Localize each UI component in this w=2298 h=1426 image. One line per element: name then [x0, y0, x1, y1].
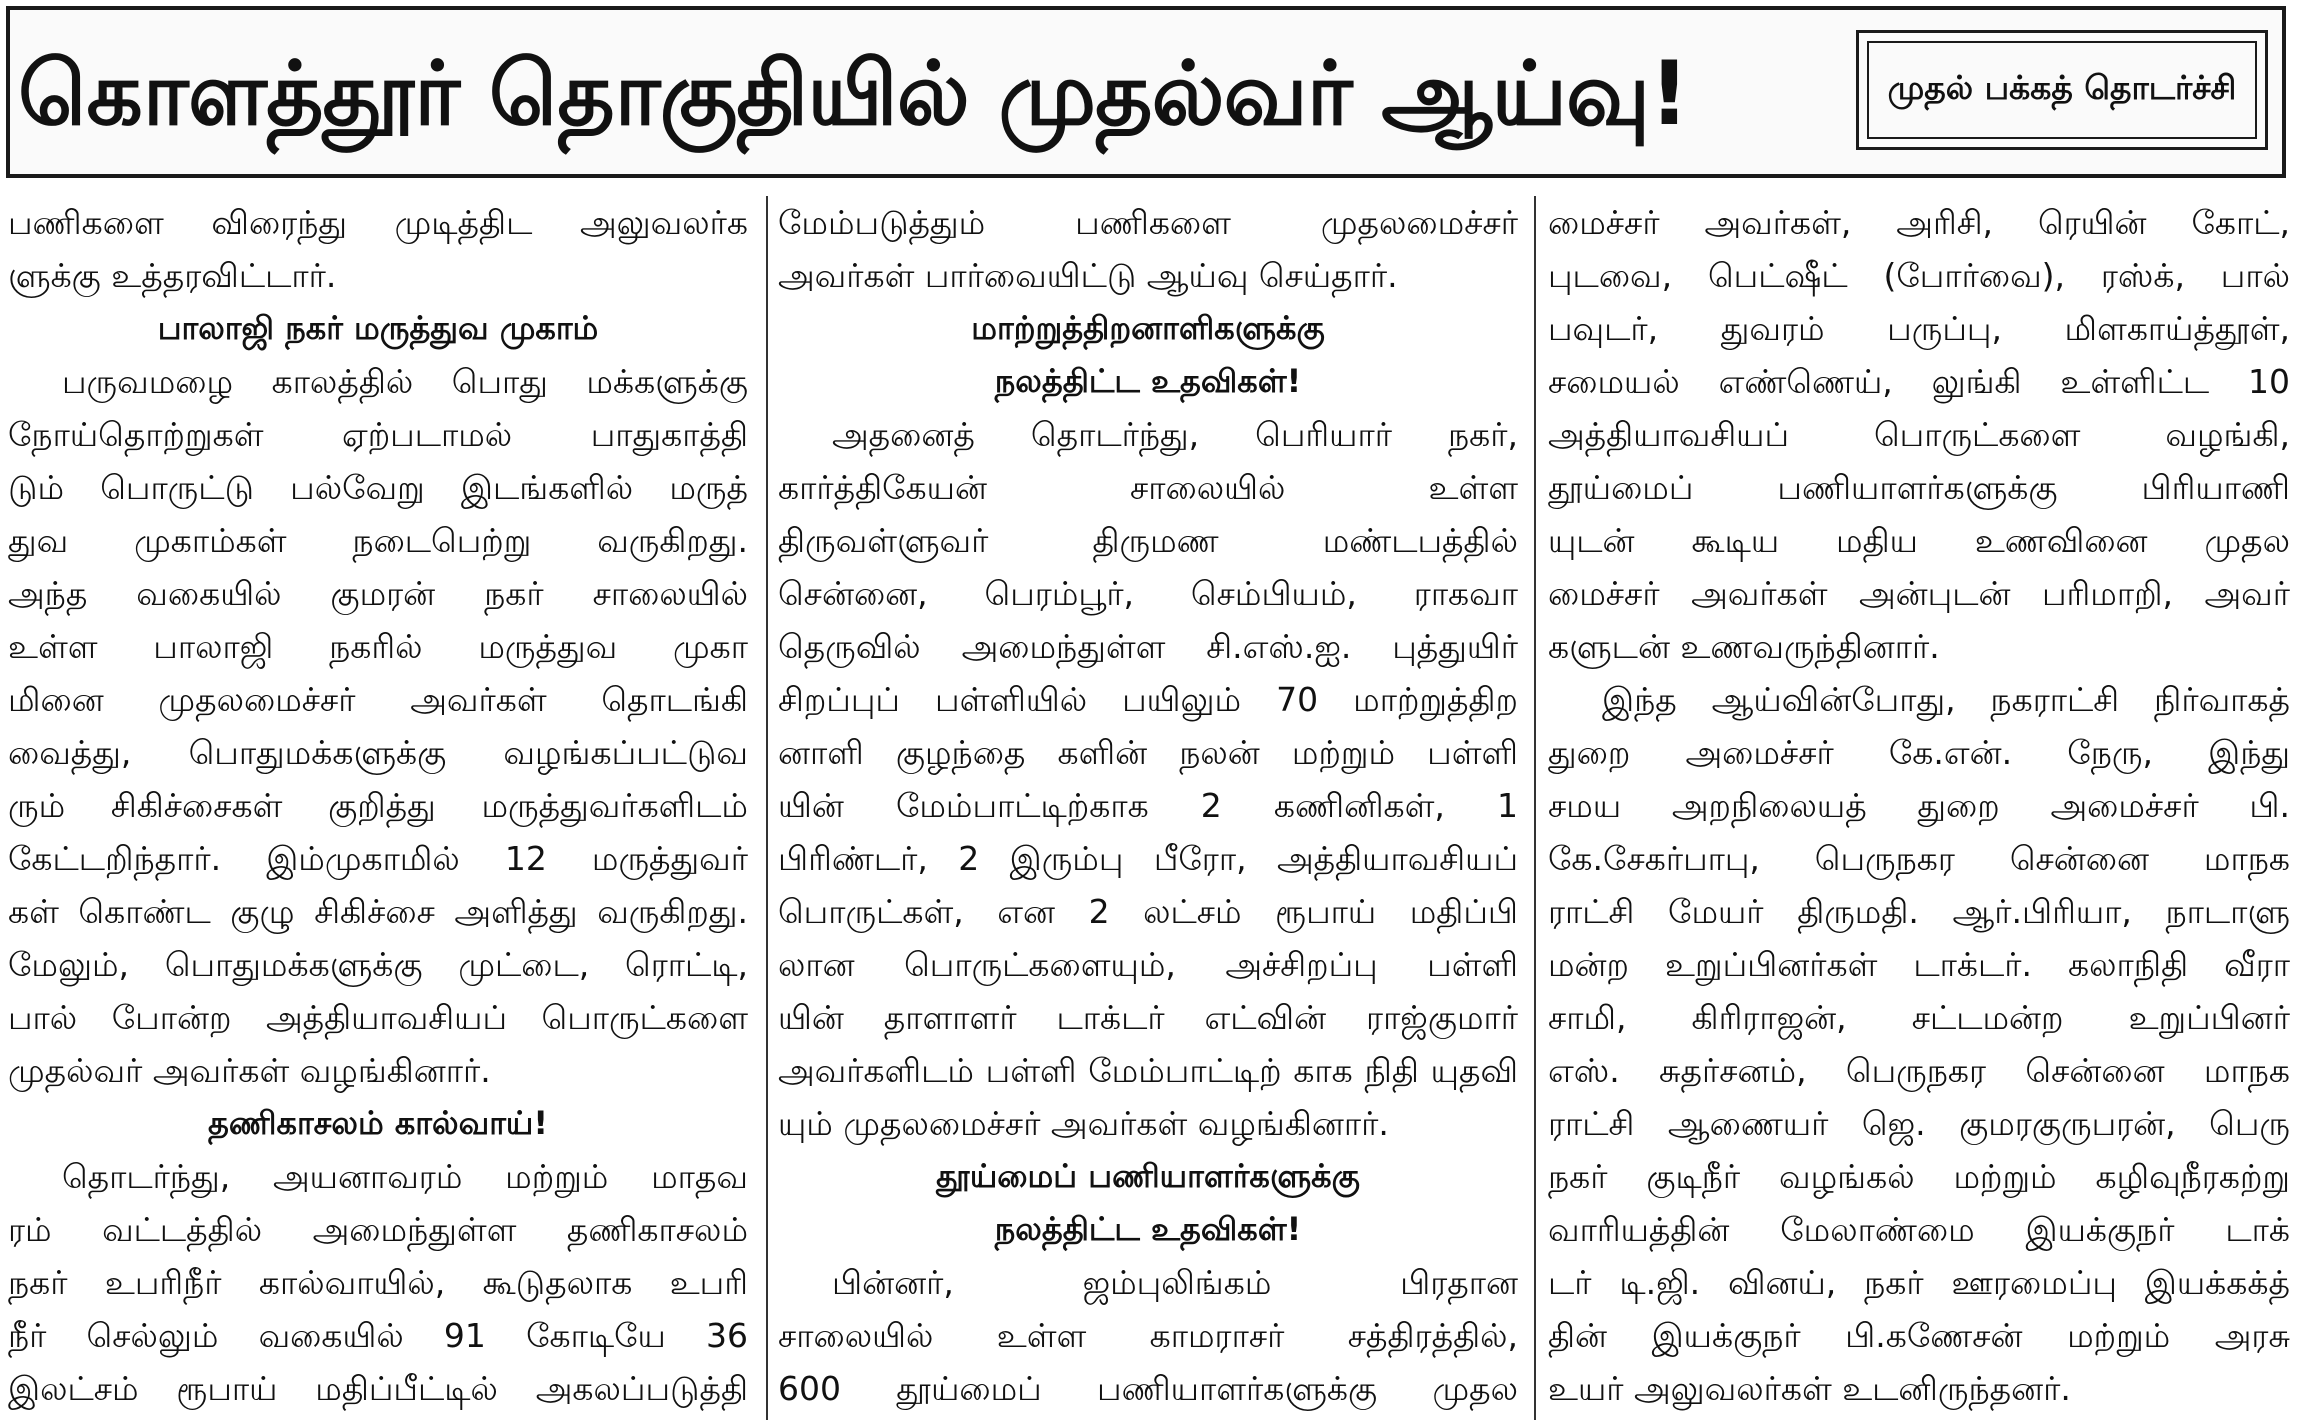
article-line: கார்த்திகேயன் சாலையில் உள்ள: [778, 468, 1518, 507]
article-line: நகர் குடிநீர் வழங்கல் மற்றும் கழிவுநீரகற்று: [1548, 1157, 2290, 1196]
article-line: ராட்சி மேயர் திருமதி. ஆர்.பிரியா, நாடாளு: [1548, 892, 2290, 931]
article-line: அதனைத் தொடர்ந்து, பெரியார் நகர்,: [832, 415, 1518, 454]
article-column-3: [1548, 196, 2290, 1420]
subheading: நலத்திட்ட உதவிகள்!: [994, 362, 1302, 400]
article-line: தூய்மைப் பணியாளர்களுக்கு பிரியாணி: [1548, 468, 2290, 507]
article-line: னாளி குழந்தை களின் நலன் மற்றும் பள்ளி: [778, 733, 1518, 772]
article-line: பருவமழை காலத்தில் பொது மக்களுக்கு: [62, 362, 748, 401]
article-line: லான பொருட்களையும், அச்சிறப்பு பள்ளி: [778, 945, 1518, 984]
subheading: மாற்றுத்திறனாளிகளுக்கு: [971, 309, 1325, 347]
article-line: முதல்வர் அவர்கள் வழங்கினார்.: [8, 1051, 491, 1090]
article-line: கேட்டறிந்தார். இம்முகாமில் 12 மருத்துவர்: [8, 839, 748, 878]
article-line: அந்த வகையில் குமரன் நகர் சாலையில்: [8, 574, 748, 613]
article-line: யும் முதலமைச்சர் அவர்கள் வழங்கினார்.: [778, 1104, 1389, 1143]
article-line: டர் டி.ஜி. வினய், நகர் ஊரமைப்பு இயக்கக்த்: [1548, 1263, 2290, 1302]
article-line: பின்னர், ஜம்புலிங்கம் பிரதான: [832, 1263, 1518, 1302]
article-line: ரம் வட்டத்தில் அமைந்துள்ள தணிகாசலம்: [8, 1210, 748, 1249]
article-line: உயர் அலுவலர்கள் உடனிருந்தனர்.: [1548, 1369, 2071, 1408]
article-line: மினை முதலமைச்சர் அவர்கள் தொடங்கி: [8, 680, 748, 719]
article-line: யின் தாளாளர் டாக்டர் எட்வின் ராஜ்குமார்: [778, 998, 1518, 1037]
article-line: மைச்சர் அவர்கள், அரிசி, ரெயின் கோட்,: [1548, 203, 2290, 242]
article-line: தின் இயக்குநர் பி.கணேசன் மற்றும் அரசு: [1548, 1316, 2290, 1355]
article-line: அத்தியாவசியப் பொருட்களை வழங்கி,: [1548, 415, 2290, 454]
article-line: திருவள்ளுவர் திருமண மண்டபத்தில்: [778, 521, 1518, 560]
article-line: எஸ். சுதர்சனம், பெருநகர சென்னை மாநக: [1548, 1051, 2290, 1090]
article-line: நீர் செல்லும் வகையில் 91 கோடியே 36: [8, 1316, 748, 1355]
article-line: மேலும், பொதுமக்களுக்கு முட்டை, ரொட்டி,: [8, 945, 748, 984]
article-line: புடவை, பெட்ஷீட் (போர்வை), ரஸ்க், பால்: [1548, 256, 2290, 295]
subheading: பாலாஜி நகர் மருத்துவ முகாம்: [157, 309, 599, 347]
article-line: டும் பொருட்டு பல்வேறு இடங்களில் மருத்: [8, 468, 748, 507]
article-line: வாரியத்தின் மேலாண்மை இயக்குநர் டாக்: [1548, 1210, 2290, 1249]
headline-box: [6, 6, 2286, 178]
subheading: தூய்மைப் பணியாளர்களுக்கு: [936, 1157, 1360, 1195]
article-line: அவர்கள் பார்வையிட்டு ஆய்வு செய்தார்.: [778, 256, 1398, 295]
article-line: அவர்களிடம் பள்ளி மேம்பாட்டிற் காக நிதி யுதவி: [778, 1051, 1518, 1090]
article-line: சமய அறநிலையத் துறை அமைச்சர் பி.: [1548, 786, 2290, 825]
article-line: இந்த ஆய்வின்போது, நகராட்சி நிர்வாகத்: [1602, 680, 2290, 719]
article-line: களுடன் உணவருந்தினார்.: [1548, 627, 1940, 666]
article-line: மன்ற உறுப்பினர்கள் டாக்டர். கலாநிதி வீரா: [1548, 945, 2290, 984]
article-line: இலட்சம் ரூபாய் மதிப்பீட்டில் அகலப்படுத்தி: [8, 1369, 748, 1408]
article-line: சாலையில் உள்ள காமராசர் சத்திரத்தில்,: [778, 1316, 1518, 1355]
continuation-label: முதல் பக்கத் தொடர்ச்சி: [1856, 30, 2268, 150]
article-line: பால் போன்ற அத்தியாவசியப் பொருட்களை: [8, 998, 748, 1037]
article-line: வைத்து, பொதுமக்களுக்கு வழங்கப்பட்டுவ: [8, 733, 748, 772]
article-line: உள்ள பாலாஜி நகரில் மருத்துவ முகா: [8, 627, 748, 666]
article-column-2: [778, 196, 1518, 1420]
article-line: கள் கொண்ட குழு சிகிச்சை அளித்து வருகிறது.: [8, 892, 748, 931]
article-line: 600 தூய்மைப் பணியாளர்களுக்கு முதல: [778, 1369, 1518, 1408]
article-line: தெருவில் அமைந்துள்ள சி.எஸ்.ஐ. புத்துயிர்: [778, 627, 1518, 666]
article-line: தொடர்ந்து, அயனாவரம் மற்றும் மாதவ: [62, 1157, 748, 1196]
article-line: பிரிண்டர், 2 இரும்பு பீரோ, அத்தியாவசியப்: [778, 839, 1518, 878]
article-line: மைச்சர் அவர்கள் அன்புடன் பரிமாறி, அவர்: [1548, 574, 2290, 613]
article-line: சென்னை, பெரம்பூர், செம்பியம், ராகவா: [778, 574, 1518, 613]
article-line: யுடன் கூடிய மதிய உணவினை முதல: [1548, 521, 2290, 560]
article-line: ரும் சிகிச்சைகள் குறித்து மருத்துவர்களிடம்: [8, 786, 748, 825]
article-line: பவுடர், துவரம் பருப்பு, மிளகாய்த்தூள்,: [1548, 309, 2290, 348]
article-line: துறை அமைச்சர் கே.என். நேரு, இந்து: [1548, 733, 2290, 772]
column-divider: [1534, 196, 1536, 1420]
article-line: மேம்படுத்தும் பணிகளை முதலமைச்சர்: [778, 203, 1518, 242]
article-line: சாமி, கிரிராஜன், சட்டமன்ற உறுப்பினர்: [1548, 998, 2290, 1037]
article-line: சமையல் எண்ணெய், லுங்கி உள்ளிட்ட 10: [1548, 362, 2290, 401]
article-line: பணிகளை விரைந்து முடித்திட அலுவலர்க: [8, 203, 748, 242]
article-line: யின் மேம்பாட்டிற்காக 2 கணினிகள், 1: [778, 786, 1518, 825]
article-line: ராட்சி ஆணையர் ஜெ. குமரகுருபரன், பெரு: [1548, 1104, 2290, 1143]
article-line: கே.சேகர்பாபு, பெருநகர சென்னை மாநக: [1548, 839, 2290, 878]
article-line: துவ முகாம்கள் நடைபெற்று வருகிறது.: [8, 521, 748, 560]
headline: கொளத்தூர் தொகுதியில் முதல்வர் ஆய்வு!: [18, 42, 1689, 145]
article-line: ளுக்கு உத்தரவிட்டார்.: [8, 256, 337, 295]
column-divider: [766, 196, 768, 1420]
article-line: நகர் உபரிநீர் கால்வாயில், கூடுதலாக உபரி: [8, 1263, 748, 1302]
article-line: நோய்தொற்றுகள் ஏற்படாமல் பாதுகாத்தி: [8, 415, 748, 454]
subheading: நலத்திட்ட உதவிகள்!: [994, 1210, 1302, 1248]
subheading: தணிகாசலம் கால்வாய்!: [208, 1104, 548, 1142]
article-line: பொருட்கள், என 2 லட்சம் ரூபாய் மதிப்பி: [778, 892, 1518, 931]
article-column-1: [8, 196, 748, 1420]
article-line: சிறப்புப் பள்ளியில் பயிலும் 70 மாற்றுத்திற: [778, 680, 1518, 719]
